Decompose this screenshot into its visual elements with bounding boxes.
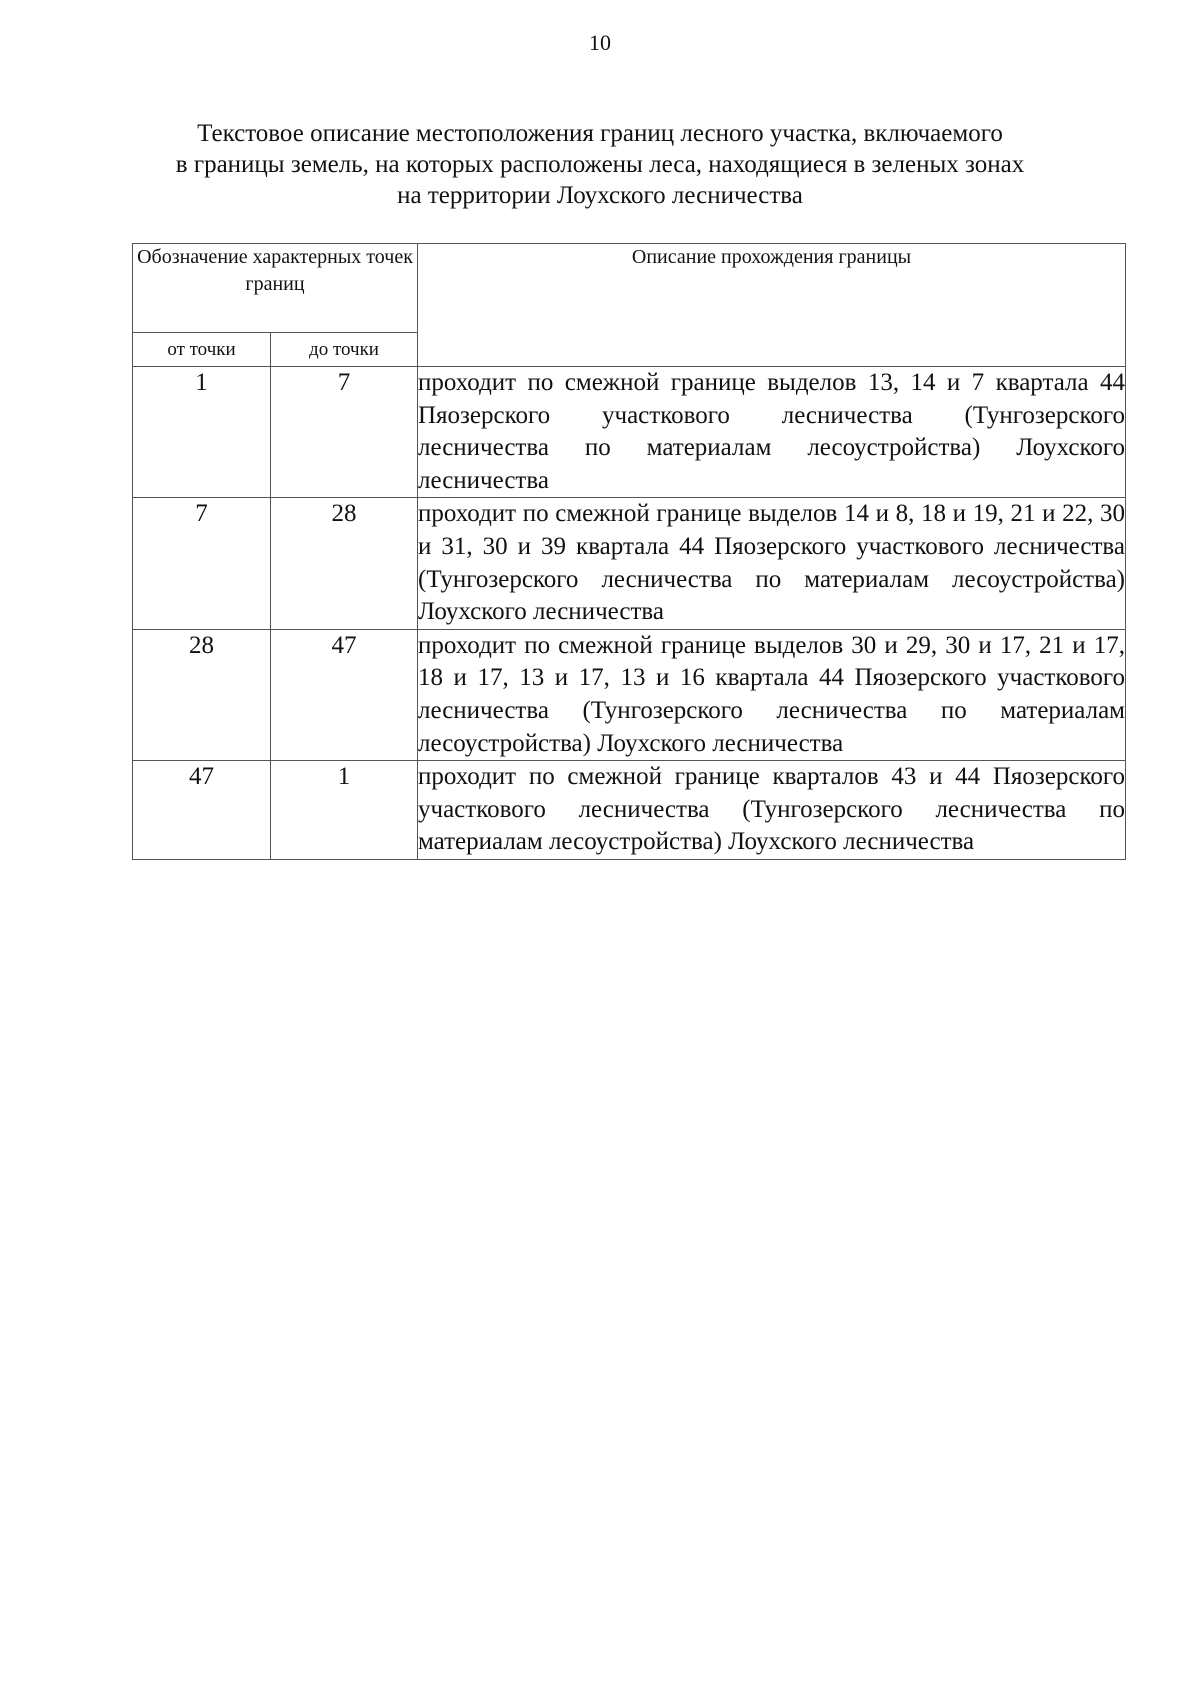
to-point-cell: 1 <box>271 761 418 860</box>
from-point-cell: 28 <box>133 629 271 760</box>
from-point-cell: 1 <box>133 367 271 498</box>
table-row <box>133 367 1126 498</box>
table-row <box>133 498 1126 629</box>
header-points-group: Обозначение характерных точек границ <box>133 244 418 333</box>
title-line-2: в границы земель, на которых расположены леса, находящиеся в зеленых зонах <box>175 151 1025 178</box>
from-point-cell: 7 <box>133 498 271 629</box>
document-title <box>120 118 1080 211</box>
header-description: Описание прохождения границы <box>418 244 1126 367</box>
to-point-cell: 7 <box>271 367 418 498</box>
to-point-cell: 47 <box>271 629 418 760</box>
description-cell: проходит по смежной границе кварталов 43 и 44 Пяозерского участкового лесничества (Тунгозерского лесничества по материалам лесоустройства) Лоухского лесничества <box>418 761 1126 860</box>
header-from-point: от точки <box>133 333 271 367</box>
description-cell: проходит по смежной границе выделов 14 и 8, 18 и 19, 21 и 22, 30 и 31, 30 и 39 квартала 44 Пяозерского участкового лесничества (Тунгозерского лесничества по материалам лесоустройства) Лоухского лесничества <box>418 498 1126 629</box>
table-header-row <box>133 244 1126 333</box>
title-line-1: Текстовое описание местоположения границ лесного участка, включаемого <box>197 120 1003 147</box>
title-line-3: на территории Лоухского лесничества <box>397 182 803 209</box>
description-cell: проходит по смежной границе выделов 30 и 29, 30 и 17, 21 и 17, 18 и 17, 13 и 17, 13 и 16 квартала 44 Пяозерского участкового лесничества (Тунгозерского лесничества по материалам лесоустройства) Лоухского лесничества <box>418 629 1126 760</box>
to-point-cell: 28 <box>271 498 418 629</box>
table-row <box>133 761 1126 860</box>
boundary-description-table <box>132 243 1126 860</box>
header-to-point: до точки <box>271 333 418 367</box>
table-row <box>133 629 1126 760</box>
page-number: 10 <box>589 30 611 55</box>
description-cell: проходит по смежной границе выделов 13, 14 и 7 квартала 44 Пяозерского участкового лесничества (Тунгозерского лесничества по материалам лесоустройства) Лоухского лесничества <box>418 367 1126 498</box>
from-point-cell: 47 <box>133 761 271 860</box>
